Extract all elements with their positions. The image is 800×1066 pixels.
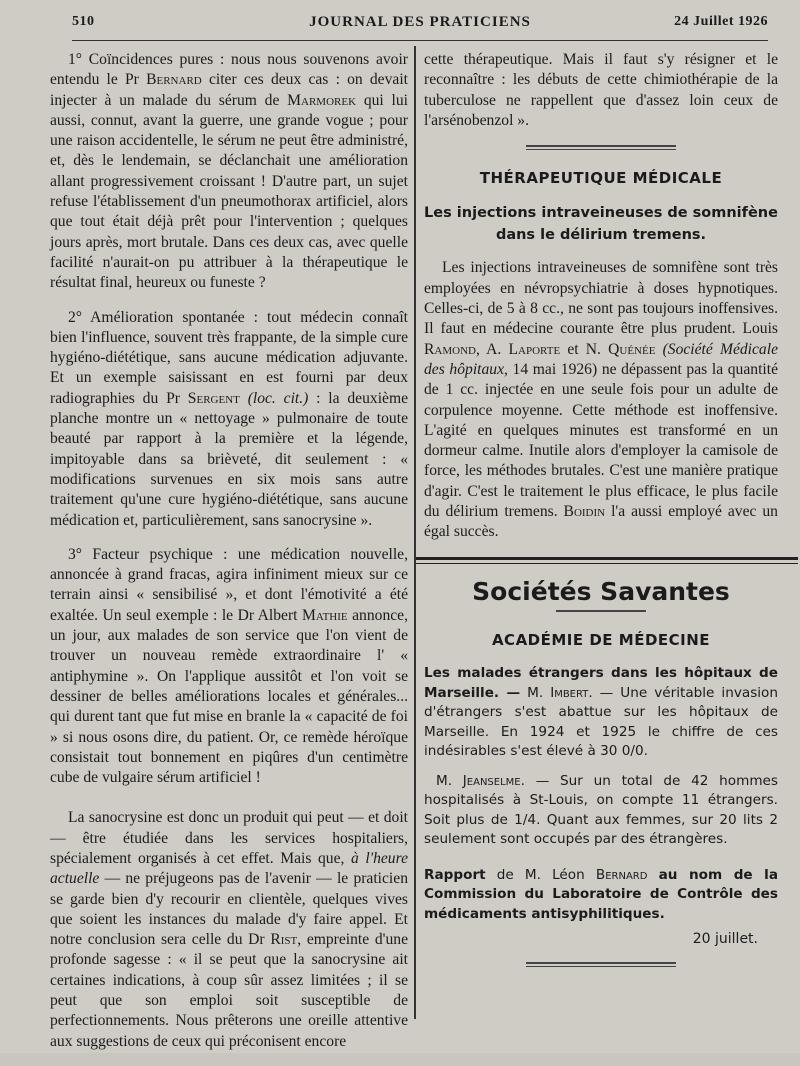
section-separator <box>526 145 676 150</box>
article-title: Les injections intraveineuses de somnifène dans le délirium tremens. <box>424 205 778 244</box>
journal-title: JOURNAL DES PRATICIENS <box>309 14 531 30</box>
section-separator <box>526 962 676 967</box>
paragraph: La sanocrysine est donc un produit qui peut — et doit — être étudiée dans les services hospitaliers, spécialement organisés à cet effet. Mais que, à l'heure actuelle — ne préjugeons pas de l'avenir — le praticien se garde bien d'y recourir en clientèle, quelques vives que soient les instances du malade d'y faire appel. Et notre conclusion sera celle du Dr Rist, empreinte d'une profonde sagesse : « il se peut que la sanocrysine ait certaines indications, à coup sûr assez limitées ; il se peut que son emploi soit susceptible de perfectionnements. Nous prêterons une oreille attentive aux suggestions de ceux qui préconisent encore <box>50 809 408 1050</box>
paragraph: Les injections intraveineuses de somnifène sont très employées en névropsychiatrie à doses hypnotiques. Celles-ci, de 5 à 8 cc., ne sont pas toujours inoffensives. Il faut en médecine courante être plus prudent. Louis Ramond, A. Laporte et N. Quénée (Société Médicale des hôpitaux, 14 mai 1926) ne dépassent pas la quantité de 1 cc. injectée en une seule fois pour un adulte de corpulence moyenne. Cette méthode est inoffensive. L'agité en quelques minutes est transformé en un dormeur calme. Inutile alors d'employer la camisole de force, les méthodes brutales. C'est une manière pratique d'agir. C'est le traitement le plus efficace, le plus facile du délirium tremens. Boidin l'a aussi employé avec un égal succès. <box>424 259 778 541</box>
right-column <box>424 50 778 985</box>
heading-underline <box>556 610 646 612</box>
paragraph: cette thérapeutique. Mais il faut s'y résigner et le reconnaître : les débuts de cette chimiothérapie de la tuberculose ne rappellent que d'assez loin ceux de l'arsénobenzol ». <box>424 51 778 129</box>
academy-reports <box>424 664 778 950</box>
report-date: 20 juillet. <box>692 931 758 948</box>
section-heading: THÉRAPEUTIQUE MÉDICALE <box>479 169 723 188</box>
left-column <box>50 50 408 1066</box>
big-heading: Sociétés Savantes <box>472 576 730 606</box>
page-number: 510 <box>72 14 95 29</box>
issue-date: 24 Juillet 1926 <box>674 14 768 29</box>
header-rule <box>72 40 768 41</box>
paragraph: 1° Coïncidences pures : nous nous souvenons avoir entendu le Pr Bernard citer ces deux cas : on devait injecter à un malade du sérum de Marmorek qui lui aussi, connut, avant la guerre, une grande vogue ; pour une raison accidentelle, le sérum ne peut être administré, et, dès le lendemain, se déclanchait une amélioration allant progressivement croissant ! D'autre part, un sujet refuse l'établissement d'un pneumothorax artificiel, alors que tout était déjà prêt pour l'intervention ; quelques jours après, mort brutale. Dans ces deux cas, avec quelle facilité n'aurait-on pu attribuer à la thérapeutique le résultat final, heureux ou funeste ? <box>50 51 408 292</box>
double-rule <box>416 557 798 564</box>
report-item: M. Jeanselme. — Sur un total de 42 hommes hospitalisés à St-Louis, on compte 11 étrangers. Soit plus de 1/4. Quant aux femmes, sur 20 lits 2 seulement sont occupés par des étrangères. <box>424 772 779 848</box>
report-item: Les malades étrangers dans les hôpitaux de Marseille. — M. Imbert. — Une véritable invasion d'étrangers s'est abattue sur les hôpitaux de Marseille. En 1924 et 1925 le chiffre de ces indésirables s'est élevé à 30 0/0. <box>424 665 778 760</box>
column-divider <box>414 46 416 1019</box>
section-heading: ACADÉMIE DE MÉDECINE <box>491 630 711 649</box>
paragraph: 3° Facteur psychique : une médication nouvelle, annoncée à grand fracas, agira infiniment mieux sur ce terrain ainsi « sensibilisé », et dont l'émotivité a été exaltée. Un seul exemple : le Dr Albert Mathie annonce, un jour, aux malades de son service que l'on vient de trouver un nouveau remède extraordinaire l' « antiphymine ». On l'applique aussitôt et l'on voit se dessiner de belles améliorations locales et générales... qui durent tant que fut mise en branle la « capacité de foi » si nous osons dire, du patient. Or, ce remède héroïque consistait tout bonnement en piqûres d'un centimètre cube de vulgaire sérum artificiel ! <box>50 545 408 787</box>
report-item: Rapport de M. Léon Bernard au nom de la Commission du Laboratoire de Contrôle des médicaments antisyphilitiques. <box>424 866 779 922</box>
paragraph: 2° Amélioration spontanée : tout médecin connaît bien l'influence, souvent très frappante, de la simple cure hygiéno-diététique, sans aucune médication adjuvante. Et un exemple saisissant en est fourni par deux radiographies du Pr Sergent (loc. cit.) : la deuxième planche montre un « nettoyage » pulmonaire de toute beauté par rapport à la première et la légende, impitoyable dans sa brièveté, dit seulement : « modifications survenues en six mois sans autre traitement qu'une cure hygiéno-diététique, sans aucune médication et, particulièrement, sans sanocrysine ». <box>50 308 408 529</box>
page-header <box>72 14 768 42</box>
